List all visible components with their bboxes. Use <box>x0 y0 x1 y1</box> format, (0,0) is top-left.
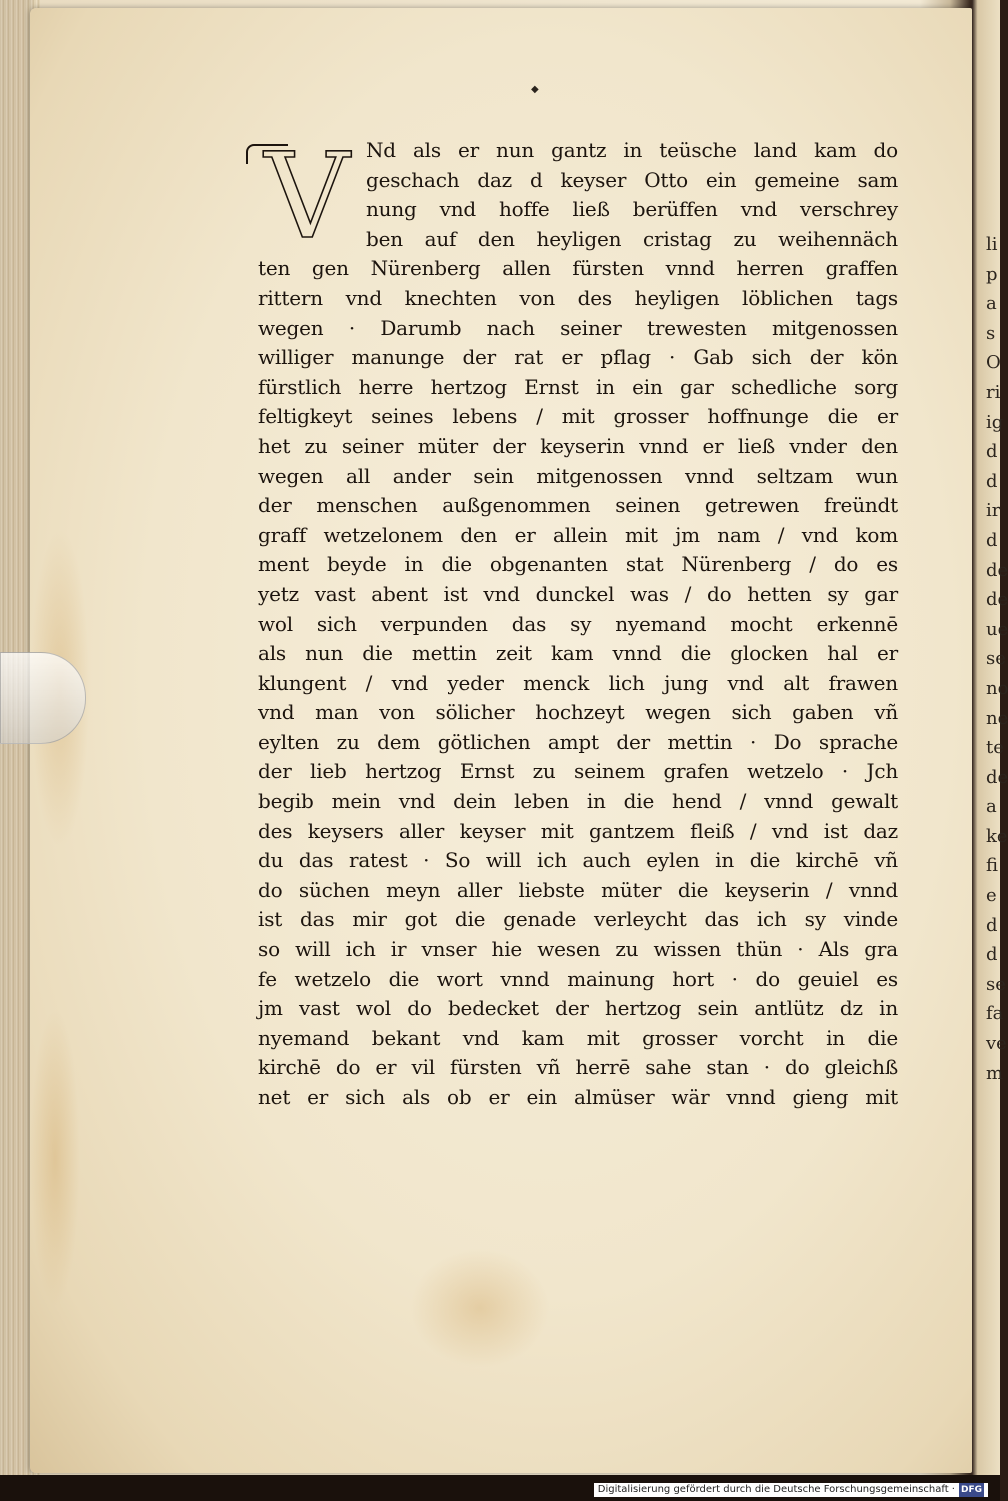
right-page-fragment: e <box>986 885 997 907</box>
right-page-fragment: a <box>986 293 997 315</box>
page-holder-clip <box>0 652 86 744</box>
right-page-fragment: ir <box>986 500 1001 522</box>
text-line: graff wetzelonem den er allein mit jm nam / vnd kom <box>258 522 898 547</box>
text-line: kirchē do er vil fürsten vñ herrē sahe stan · do gleichß <box>258 1055 898 1080</box>
right-page-fragment: no <box>986 677 1008 699</box>
text-line: eylten zu dem götlichen ampt der mettin · Do sprache <box>258 729 898 754</box>
text-line: ist das mir got die genade verleycht das ich sy vinde <box>258 907 898 932</box>
text-line: nyemand bekant vnd kam mit grosser vorcht in die <box>258 1025 898 1050</box>
decorated-initial: V <box>264 127 350 265</box>
page-stain <box>30 1008 80 1308</box>
right-page-fragment: fi <box>986 855 999 877</box>
text-line: wegen · Darumb nach seiner trewesten mitgenossen <box>258 315 898 340</box>
right-page-fragment: se <box>986 648 1006 670</box>
right-page-fragment: d <box>986 529 998 551</box>
right-page-fragment: ue <box>986 618 1008 640</box>
text-line: der lieb hertzog Ernst zu seinem grafen wetzelo · Jch <box>258 759 898 784</box>
text-line: yetz vast abent ist vnd dunckel was / do hetten sy gar <box>258 581 898 606</box>
text-line: feltigkeyt seines lebens / mit grosser hoffnunge die er <box>258 404 898 429</box>
right-page-fragment: de <box>986 766 1008 788</box>
text-block <box>258 127 898 1113</box>
right-page-edge <box>972 0 1008 1501</box>
text-line: so will ich ir vnser hie wesen zu wissen thün · Als gra <box>258 937 898 962</box>
text-line: geschach daz d keyser Otto ein gemeine sam <box>366 167 898 192</box>
right-page-fragment: a <box>986 796 997 818</box>
text-line: wol sich verpunden das sy nyemand mocht erkennē <box>258 611 898 636</box>
text-line: Nd als er nun gantz in teüsche land kam do <box>366 138 898 162</box>
text-line: klungent / vnd yeder menck lich jung vnd alt frawen <box>258 670 898 695</box>
text-line: jm vast wol do bedecket der hertzog sein antlütz dz in <box>258 996 898 1021</box>
right-page-fragments <box>986 230 1008 1088</box>
text-line: des keysers aller keyser mit gantzem fleiß / vnd ist daz <box>258 818 898 843</box>
page-stain <box>410 1248 550 1368</box>
right-page-fragment: fa <box>986 1003 1004 1025</box>
text-line: vnd man von sölicher hochzeyt wegen sich gaben vñ <box>258 700 898 725</box>
dfg-logo: DFG <box>960 1485 982 1495</box>
right-page-fragment: se <box>986 973 1006 995</box>
text-line: wegen all ander sein mitgenossen vnnd seltzam wun <box>258 463 898 488</box>
text-line: der menschen außgenommen seinen getrewen freündt <box>258 493 898 518</box>
text-line: ben auf den heyligen cristag zu weihennäch <box>366 226 898 251</box>
text-line: williger manunge der rat er pflag · Gab sich der kön <box>258 345 898 370</box>
right-page-fragment: d <box>986 914 998 936</box>
text-line: het zu seiner müter der keyserin vnnd er ließ vnder den <box>258 433 898 458</box>
right-page-fragment: s <box>986 322 996 344</box>
right-page-fragment: d <box>986 470 998 492</box>
right-page-fragment: ig <box>986 411 1004 433</box>
right-page-fragment: de <box>986 589 1008 611</box>
right-page-fragment: ve <box>986 1033 1007 1055</box>
right-page-fragment: te <box>986 737 1004 759</box>
page-mark: ◆ <box>531 84 539 95</box>
text-line: begib mein vnd dein leben in die hend / vnnd gewalt <box>258 789 898 814</box>
right-page-fragment: d <box>986 441 998 463</box>
right-page-fragment: li <box>986 234 998 255</box>
credit-text: Digitalisierung gefördert durch die Deutsche Forschungsgemeinschaft · <box>597 1484 955 1495</box>
right-page-fragment: ne <box>986 707 1008 729</box>
right-page-fragment: d <box>986 944 998 966</box>
text-line: nung vnd hoffe ließ berüffen vnd verschrey <box>366 197 898 222</box>
text-line: net er sich als ob er ein almüser wär vnnd gieng mit <box>258 1085 898 1109</box>
right-page-fragment: p <box>986 263 998 285</box>
right-page-fragment: m <box>986 1062 1004 1084</box>
text-lines <box>258 127 898 1113</box>
text-line: ment beyde in die obgenanten stat Nürenberg / do es <box>258 552 898 577</box>
right-page-fragment: ri <box>986 381 1001 403</box>
text-line: fe wetzelo die wort vnnd mainung hort · do geuiel es <box>258 966 898 991</box>
text-line: fürstlich herre hertzog Ernst in ein gar schedliche sorg <box>258 374 898 399</box>
right-page-fragment: ke <box>986 825 1008 847</box>
text-line: ten gen Nürenberg allen fürsten vnnd herren graffen <box>258 256 898 281</box>
funding-credit <box>594 1483 988 1497</box>
right-page-fragment: O <box>986 352 1001 374</box>
text-line: rittern vnd knechten von des heyligen löblichen tags <box>258 285 898 310</box>
text-line: als nun die mettin zeit kam vnnd die glocken hal er <box>258 641 898 666</box>
text-line: do süchen meyn aller liebste müter die keyserin / vnnd <box>258 877 898 902</box>
text-line: du das ratest · So will ich auch eylen in die kirchē vñ <box>258 848 898 873</box>
right-page-fragment: de <box>986 559 1008 581</box>
